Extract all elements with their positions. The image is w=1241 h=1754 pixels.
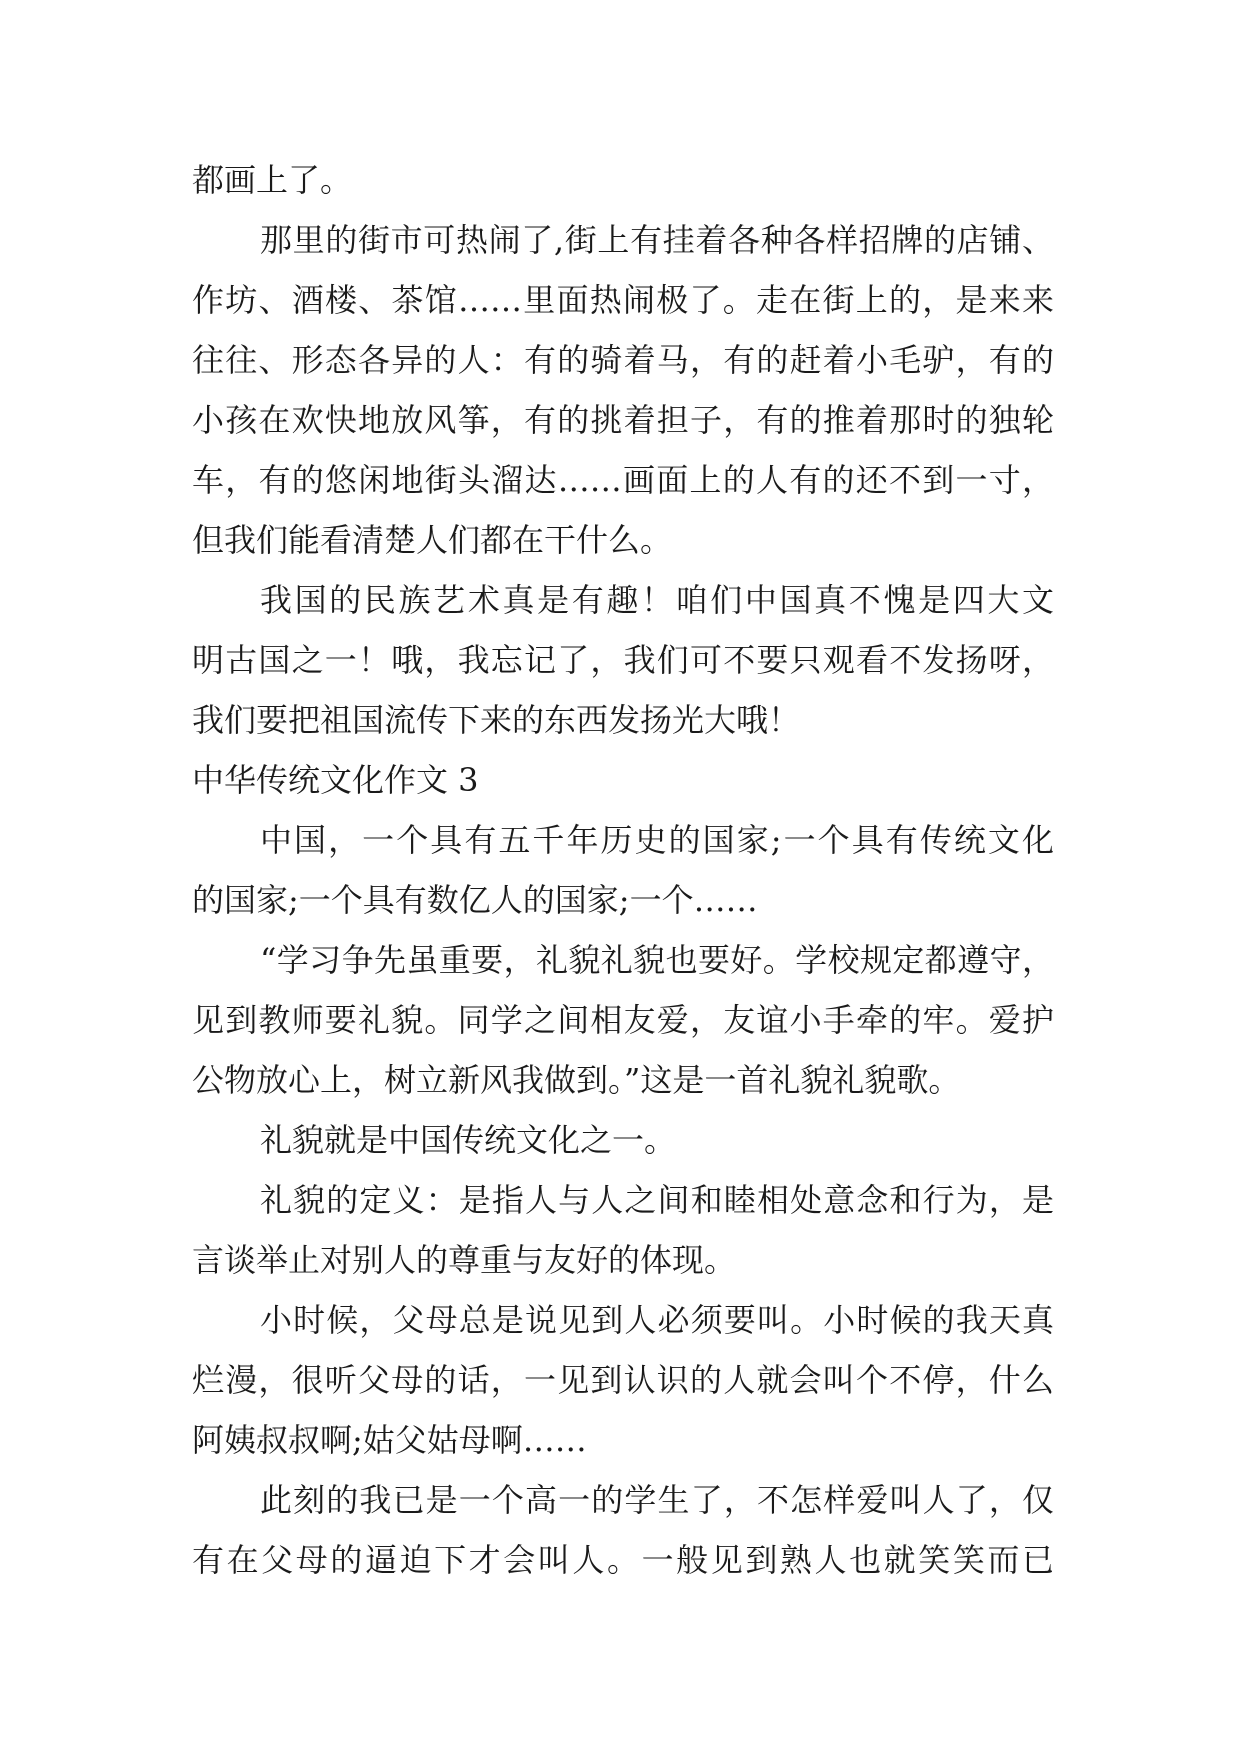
text-line: 我们要把祖国流传下来的东西发扬光大哦！ (192, 701, 801, 739)
text-line: 有在父母的逼迫下才会叫人。一般见到熟人也就笑笑而已 (192, 1541, 1054, 1579)
section-heading: 中华传统文化作文 3 (192, 761, 479, 799)
text-line: 我国的民族艺术真是有趣！咱们中国真不愧是四大文 (260, 581, 1054, 619)
text-line: 小孩在欢快地放风筝，有的挑着担子，有的推着那时的独轮 (192, 401, 1054, 439)
text-line: 明古国之一！哦，我忘记了，我们可不要只观看不发扬呀， (192, 641, 1054, 679)
text-line: 车，有的悠闲地街头溜达……画面上的人有的还不到一寸， (192, 461, 1054, 499)
text-line: 那里的街市可热闹了,街上有挂着各种各样招牌的店铺、 (260, 221, 1054, 259)
text-line: 的国家;一个具有数亿人的国家;一个…… (192, 881, 758, 919)
text-line: 都画上了。 (192, 161, 353, 199)
text-line: “学习争先虽重要，礼貌礼貌也要好。学校规定都遵守， (260, 941, 1054, 979)
text-line: 中国，一个具有五千年历史的国家;一个具有传统文化 (260, 821, 1054, 859)
text-line: 此刻的我已是一个高一的学生了，不怎样爱叫人了，仅 (260, 1481, 1054, 1519)
text-line: 往往、形态各异的人：有的骑着马，有的赶着小毛驴，有的 (192, 341, 1054, 379)
text-line: 见到教师要礼貌。同学之间相友爱，友谊小手牵的牢。爱护 (192, 1001, 1054, 1039)
text-line: 作坊、酒楼、茶馆……里面热闹极了。走在街上的，是来来 (192, 281, 1054, 319)
text-line: 阿姨叔叔啊;姑父姑母啊…… (192, 1421, 587, 1459)
text-line: 公物放心上，树立新风我做到。”这是一首礼貌礼貌歌。 (192, 1061, 961, 1099)
text-line: 烂漫，很听父母的话，一见到认识的人就会叫个不停，什么 (192, 1361, 1054, 1399)
text-line: 但我们能看清楚人们都在干什么。 (192, 521, 673, 559)
text-line: 小时候，父母总是说见到人必须要叫。小时候的我天真 (260, 1301, 1054, 1339)
text-line: 礼貌的定义：是指人与人之间和睦相处意念和行为，是 (260, 1181, 1054, 1219)
text-line: 言谈举止对别人的尊重与友好的体现。 (192, 1241, 737, 1279)
text-line: 礼貌就是中国传统文化之一。 (260, 1121, 677, 1159)
